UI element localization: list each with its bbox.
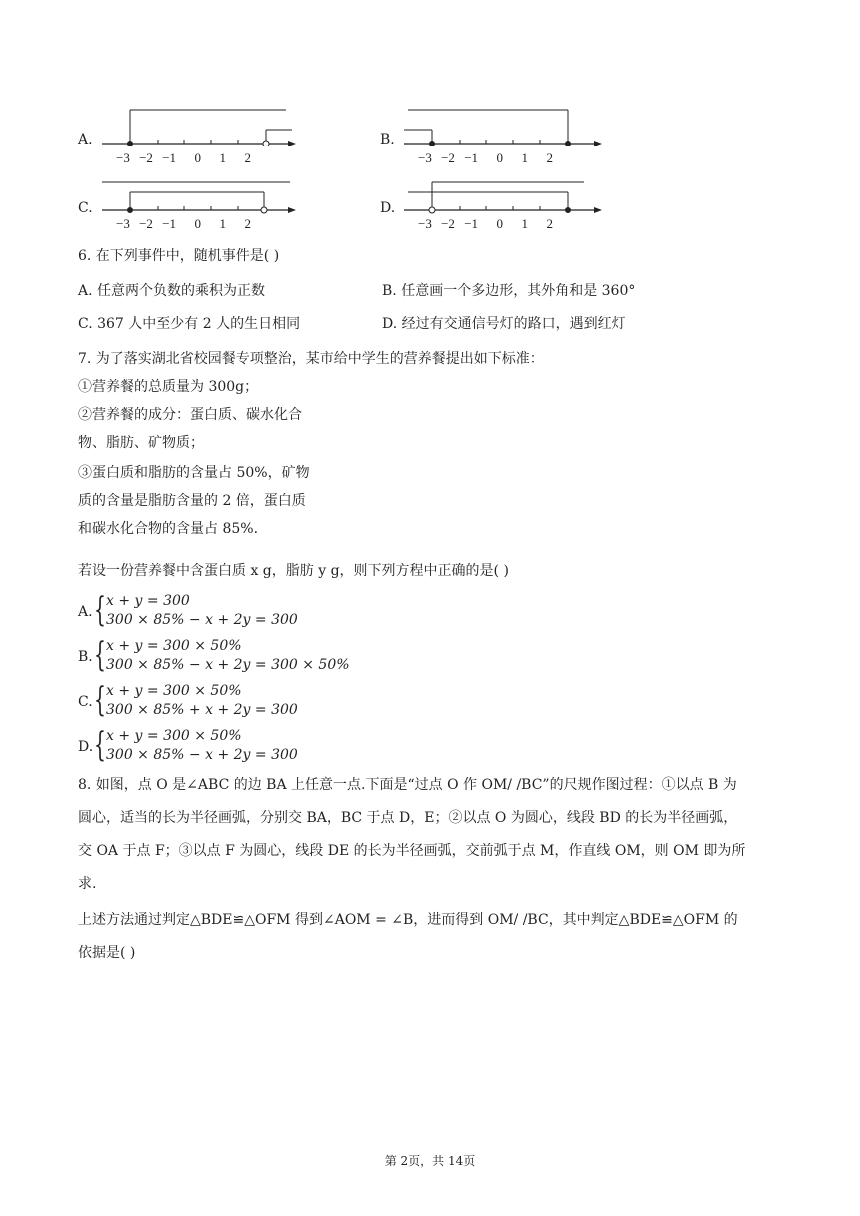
q7-option-a: A. { x + y = 300 300 × 85% − x + 2y = 300	[78, 590, 298, 630]
equation-2: 300 × 85% − x + 2y = 300	[106, 747, 298, 763]
q7-option-d: D. { x + y = 300 × 50% 300 × 85% − x + 2y = 300	[78, 725, 298, 765]
q6-stem: 6. 在下列事件中，随机事件是( )	[78, 248, 280, 264]
number-line-graphic	[380, 106, 610, 146]
q6-option-c: C. 367 人中至少有 2 人的生日相同	[78, 316, 301, 332]
option-label: A.	[78, 132, 93, 148]
equation-1: x + y = 300	[106, 593, 190, 609]
q6-option-d: D. 经过有交通信号灯的路口，遇到红灯	[382, 316, 626, 332]
q7-option-c: C. { x + y = 300 × 50% 300 × 85% + x + 2y = 300	[78, 680, 298, 720]
q7-stem: 7. 为了落实湖北省校园餐专项整治，某市给中学生的营养餐提出如下标准：	[78, 351, 544, 367]
q8-line-5: 上述方法通过判定△BDE≌△OFM 得到∠AOM = ∠B，进而得到 OM/ /BC，其中判定△BDE≌△OFM 的	[78, 912, 738, 928]
q7-line-4: ③蛋白质和脂肪的含量占 50%，矿物	[78, 465, 310, 481]
option-label: C.	[78, 200, 93, 216]
q8-line-3: 交 OA 于点 F；③以点 F 为圆心，线段 DE 的长为半径画弧，交前弧于点 M，作直线 OM，则 OM 即为所	[78, 843, 746, 859]
equation-1: x + y = 300 × 50%	[106, 638, 242, 654]
page-footer: 第 2页，共 14页	[384, 1154, 476, 1168]
equation-1: x + y = 300 × 50%	[106, 683, 242, 699]
q7-line-1: ①营养餐的总质量为 300g；	[78, 379, 259, 395]
q8-line-4: 求.	[78, 876, 97, 892]
number-line-graphic	[78, 174, 308, 214]
q6-option-b: B. 任意画一个多边形，其外角和是 360°	[382, 283, 636, 299]
equation-1: x + y = 300 × 50%	[106, 728, 242, 744]
q8-line-6: 依据是( )	[78, 945, 136, 961]
q7-question: 若设一份营养餐中含蛋白质 x g，脂肪 y g，则下列方程中正确的是( )	[78, 563, 509, 579]
q7-option-b: B. { x + y = 300 × 50% 300 × 85% − x + 2y = 300 × 50%	[78, 635, 350, 675]
q8-line-1: 8. 如图，点 O 是∠ABC 的边 BA 上任意一点.下面是“过点 O 作 OM/ /BC”的尺规作图过程：①以点 B 为	[78, 777, 737, 793]
option-label: B.	[380, 132, 395, 148]
number-line-graphic	[380, 174, 610, 214]
q7-line-6: 和碳水化合物的含量占 85%.	[78, 521, 259, 537]
number-line-option-c: C. −3 −2 −1 0 1 2	[78, 174, 308, 236]
q8-line-2: 圆心，适当的长为半径画弧，分别交 BA，BC 于点 D，E；②以点 O 为圆心，线段 BD 的长为半径画弧，	[78, 810, 738, 826]
number-line-graphic	[78, 106, 308, 146]
number-line-option-d: D. −3 −2 −1 0 1 2	[380, 174, 610, 236]
q7-line-2: ②营养餐的成分：蛋白质、碳水化合	[78, 407, 302, 423]
equation-2: 300 × 85% + x + 2y = 300	[106, 702, 298, 718]
equation-2: 300 × 85% − x + 2y = 300	[106, 612, 298, 628]
equation-2: 300 × 85% − x + 2y = 300 × 50%	[106, 657, 350, 673]
number-line-option-b: B. −3 −2 −1 0 1 2	[380, 106, 610, 168]
option-label: D.	[380, 200, 396, 216]
q7-line-3: 物、脂肪、矿物质；	[78, 435, 204, 451]
q7-line-5: 质的含量是脂肪含量的 2 倍，蛋白质	[78, 493, 306, 509]
q6-option-a: A. 任意两个负数的乘积为正数	[78, 283, 266, 299]
number-line-option-a: A. −3 −2 −1 0 1 2	[78, 106, 308, 168]
